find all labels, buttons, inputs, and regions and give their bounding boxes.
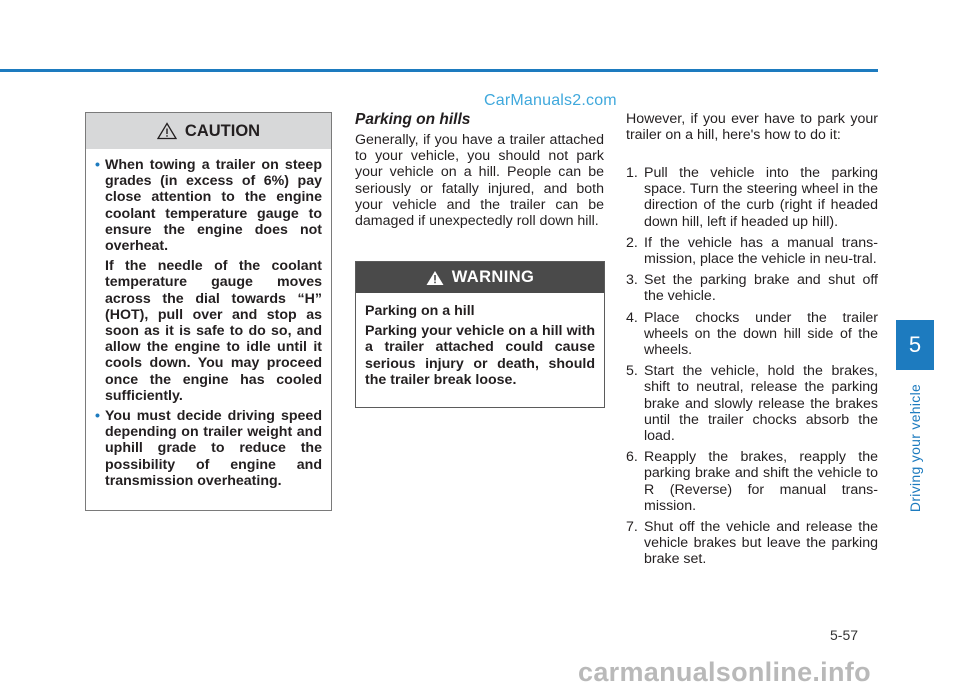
list-item: [626, 235, 878, 267]
caution-body: [86, 149, 331, 489]
caution-box: [85, 112, 332, 511]
step-number: 1.: [626, 165, 638, 181]
warning-body: [356, 293, 604, 388]
caution-header: [86, 113, 331, 149]
chapter-title-text: Driving your vehicle: [907, 383, 924, 513]
caution-title: CAUTION: [184, 121, 261, 140]
section-body: Generally, if you have a trailer attached to your vehicle, you should not park your vehicle on a hill. People can be seriously or fatally injured, and both your vehicle and the trailer can be damaged if unexpectedly roll down hill.: [355, 132, 604, 230]
warning-text: Parking your vehicle on a hill with a trailer attached could cause serious injury or death, should the trailer break loose.: [365, 323, 595, 388]
warning-triangle-icon: [157, 122, 177, 140]
warning-box: [355, 261, 605, 408]
list-item: [626, 310, 878, 359]
step-number: 5.: [626, 363, 638, 380]
caution-paragraph: You must decide driving speed depending on trailer weight and uphill grade to reduce the possibility of engine and transmission overheating.: [105, 408, 322, 489]
watermark-bottom[interactable]: carmanualsonline.info: [578, 657, 871, 687]
header-rule: [0, 69, 878, 72]
step-number: 3.: [626, 272, 638, 289]
caution-paragraph: When towing a trailer on steep grades (in excess of 6%) pay close attention to the engine coolant temperature gauge to ensure the engine does not overheat.: [105, 157, 322, 255]
list-item: [626, 272, 878, 304]
chapter-tab: 5: [896, 320, 934, 370]
step-number: 6.: [626, 449, 638, 466]
bullet-icon: •: [95, 408, 100, 425]
step-text: Pull the vehicle into the parking space. Turn the steering wheel in the direction of the curb (right if headed down hill, left if headed up hill).: [644, 165, 878, 230]
caution-item: [95, 157, 322, 404]
step-text: Start the vehicle, hold the brakes, shift to neutral, release the parking brake and slowly release the brakes until the trailer chocks absorb the load.: [644, 363, 878, 445]
list-item: [626, 363, 878, 444]
warning-header: [356, 262, 604, 293]
chapter-title: [896, 378, 934, 518]
warning-triangle-icon: [426, 270, 444, 286]
caution-paragraph: If the needle of the coolant temperature gauge moves across the dial towards “H” (HOT), pull over and stop as soon as it is safe to do so, and allow the engine to idle until it cools down. You may proceed once the engine has cooled sufficiently.: [105, 258, 322, 404]
step-text: If the vehicle has a manual trans-mission, place the vehicle in neu-tral.: [644, 234, 878, 268]
steps-intro: However, if you ever have to park your trailer on a hill, here's how to do it:: [626, 111, 878, 144]
list-item: [626, 165, 878, 230]
warning-subtitle: Parking on a hill: [365, 303, 475, 319]
step-text: Shut off the vehicle and release the vehicle brakes but leave the parking brake set.: [644, 519, 878, 568]
watermark-top[interactable]: CarManuals2.com: [484, 92, 617, 109]
list-item: [626, 449, 878, 514]
step-text: Reapply the brakes, reapply the parking brake and shift the vehicle to R (Reverse) for manual trans-mission.: [644, 449, 878, 514]
step-number: 2.: [626, 234, 638, 251]
steps-list: [626, 165, 878, 573]
bullet-icon: •: [95, 157, 100, 173]
page-number: 5-57: [830, 627, 859, 643]
step-number: 7.: [626, 519, 638, 536]
list-item: [626, 519, 878, 568]
section-heading: Parking on hills: [355, 111, 471, 128]
step-text: Set the parking brake and shut off the vehicle.: [644, 272, 878, 305]
step-number: 4.: [626, 309, 638, 326]
warning-title: WARNING: [451, 268, 535, 286]
step-text: Place chocks under the trailer wheels on the down hill side of the wheels.: [644, 309, 878, 359]
caution-item: [95, 408, 322, 489]
